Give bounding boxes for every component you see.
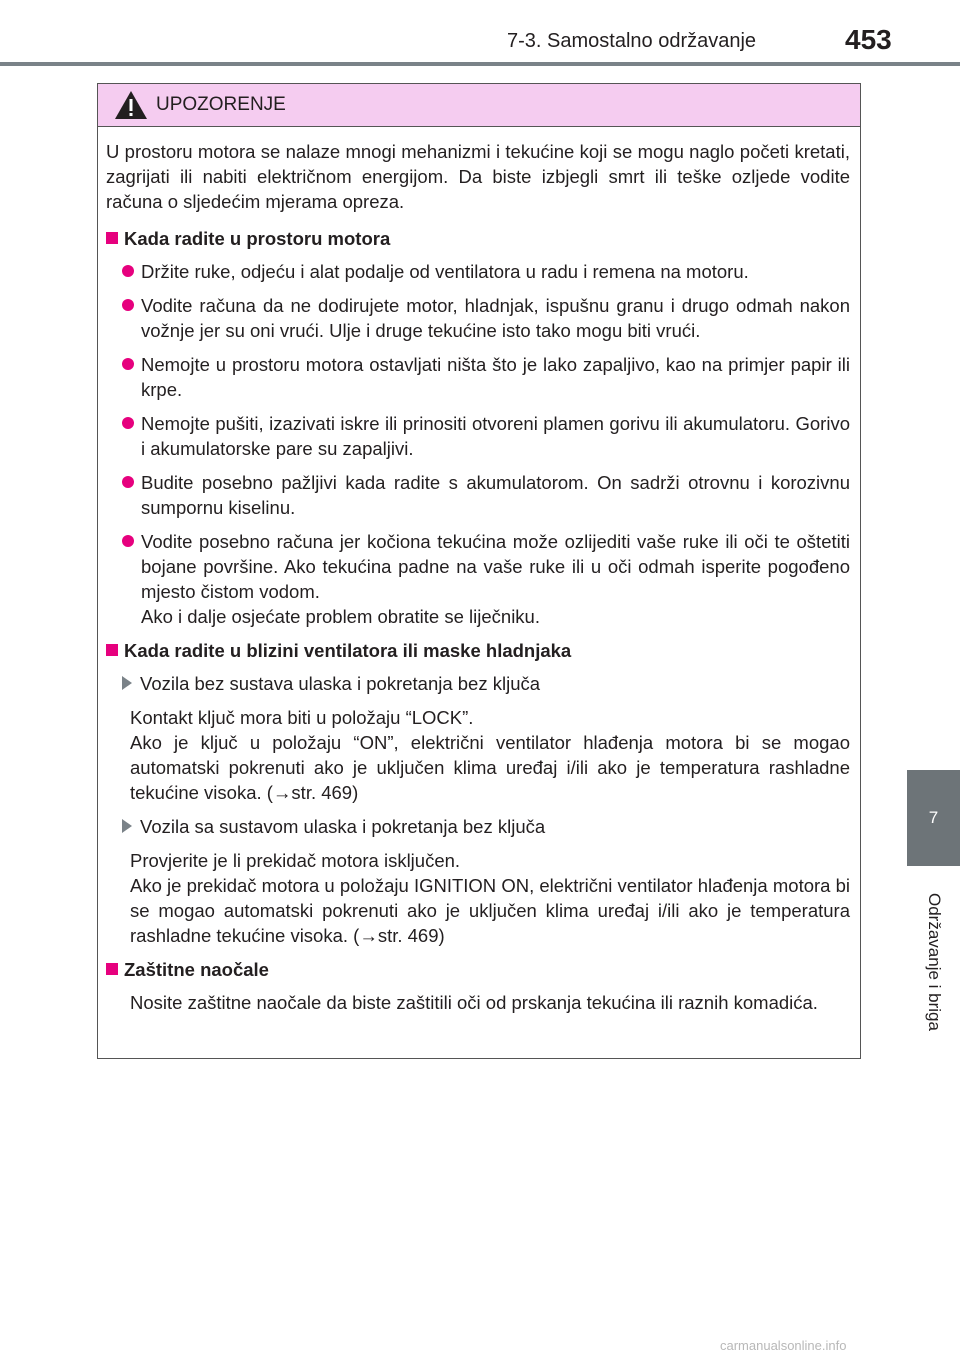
list-item bbox=[106, 259, 850, 284]
variant-label bbox=[106, 671, 850, 696]
list-item-text: Budite posebno pažljivi kada radite s akumulatorom. On sadrži otrovnu i korozivnu sumpornu kiselinu. bbox=[141, 472, 850, 518]
section-heading bbox=[106, 638, 850, 663]
list-item bbox=[106, 352, 850, 402]
chapter-label: Održavanje i briga bbox=[925, 893, 944, 1031]
warning-triangle-icon bbox=[114, 90, 148, 120]
circle-bullet-icon bbox=[122, 299, 134, 311]
warning-body bbox=[98, 127, 860, 1015]
warning-title: UPOZORENJE bbox=[156, 94, 286, 115]
list-item bbox=[106, 411, 850, 461]
circle-bullet-icon bbox=[122, 535, 134, 547]
list-item-text: Držite ruke, odjeću i alat podalje od ventilatora u radu i remena na motoru. bbox=[141, 261, 749, 282]
section-heading-text: Zaštitne naočale bbox=[124, 959, 269, 980]
section-heading bbox=[106, 226, 850, 251]
watermark: carmanualsonline.info bbox=[720, 1338, 847, 1353]
circle-bullet-icon bbox=[122, 358, 134, 370]
list-item-text: Nemojte pušiti, izazivati iskre ili prinositi otvoreni plamen gorivu ili akumulatoru. Gorivo i akumulatorske pare su zapaljivi. bbox=[141, 413, 850, 459]
chapter-tab bbox=[907, 770, 960, 866]
variant-label-text: Vozila bez sustava ulaska i pokretanja bez ključa bbox=[140, 673, 541, 694]
square-bullet-icon bbox=[106, 644, 118, 656]
circle-bullet-icon bbox=[122, 265, 134, 277]
variant-label-text: Vozila sa sustavom ulaska i pokretanja bez ključa bbox=[140, 816, 546, 837]
section-text: Nosite zaštitne naočale da biste zaštitili oči od prskanja tekućina ili raznih komadića. bbox=[130, 992, 818, 1013]
section-heading-text: Kada radite u blizini ventilatora ili maske hladnjaka bbox=[124, 640, 572, 661]
list-item bbox=[106, 529, 850, 629]
warning-header bbox=[98, 84, 860, 127]
circle-bullet-icon bbox=[122, 417, 134, 429]
variant-text: Kontakt ključ mora biti u položaju “LOCK”. Ako je ključ u položaju “ON”, električni ventilator hlađenja motora bi se mogao automatski pokrenuti ako je uključen klima uređaj i/ili ako je temperatura rashladne tekućine visoka. (→str. 469) bbox=[130, 707, 850, 803]
chapter-number: 7 bbox=[928, 808, 939, 827]
square-bullet-icon bbox=[106, 232, 118, 244]
list-item-text: Nemojte u prostoru motora ostavljati ništa što je lako zapaljivo, kao na primjer papir ili krpe. bbox=[141, 354, 850, 400]
variant-text: Provjerite je li prekidač motora isključen. Ako je prekidač motora u položaju IGNITION ON, električni ventilator hlađenja motora bi se mogao automatski pokrenuti ako je uključen klima uređaj i/ili ako je temperatura rashladne tekućine visoka. (→str. 469) bbox=[130, 850, 850, 946]
circle-bullet-icon bbox=[122, 476, 134, 488]
header-divider bbox=[0, 62, 960, 66]
page-number: 453 bbox=[845, 24, 892, 55]
chapter-label-container bbox=[908, 872, 960, 1052]
section-heading bbox=[106, 957, 850, 982]
triangle-arrow-icon bbox=[122, 819, 132, 833]
warning-intro: U prostoru motora se nalaze mnogi mehanizmi i tekućine koji se mogu naglo početi kretati, zagrijati ili nabiti električnom energijom. Da biste izbjegli smrt ili teške ozljede vodite računa o sljedećim mjerama opreza. bbox=[106, 141, 850, 212]
list-item-text: Vodite računa da ne dodirujete motor, hladnjak, ispušnu granu i drugo odmah nakon vožnje jer su oni vrući. Ulje i druge tekućine isto tako mogu biti vrući. bbox=[141, 295, 850, 341]
variant-label bbox=[106, 814, 850, 839]
section-title: 7-3. Samostalno održavanje bbox=[507, 30, 757, 52]
square-bullet-icon bbox=[106, 963, 118, 975]
triangle-arrow-icon bbox=[122, 676, 132, 690]
list-item bbox=[106, 470, 850, 520]
warning-box bbox=[97, 83, 861, 1059]
section-heading-text: Kada radite u prostoru motora bbox=[124, 228, 391, 249]
list-item bbox=[106, 293, 850, 343]
list-item-text: Vodite posebno računa jer kočiona tekućina može ozlijediti vaše ruke ili oči te oštetiti bojane površine. Ako tekućina padne na vaše ruke ili u oči odmah isperite pogođeno mjesto čistom vodom. Ako i dalje osjećate problem obratite se liječniku. bbox=[141, 531, 850, 627]
